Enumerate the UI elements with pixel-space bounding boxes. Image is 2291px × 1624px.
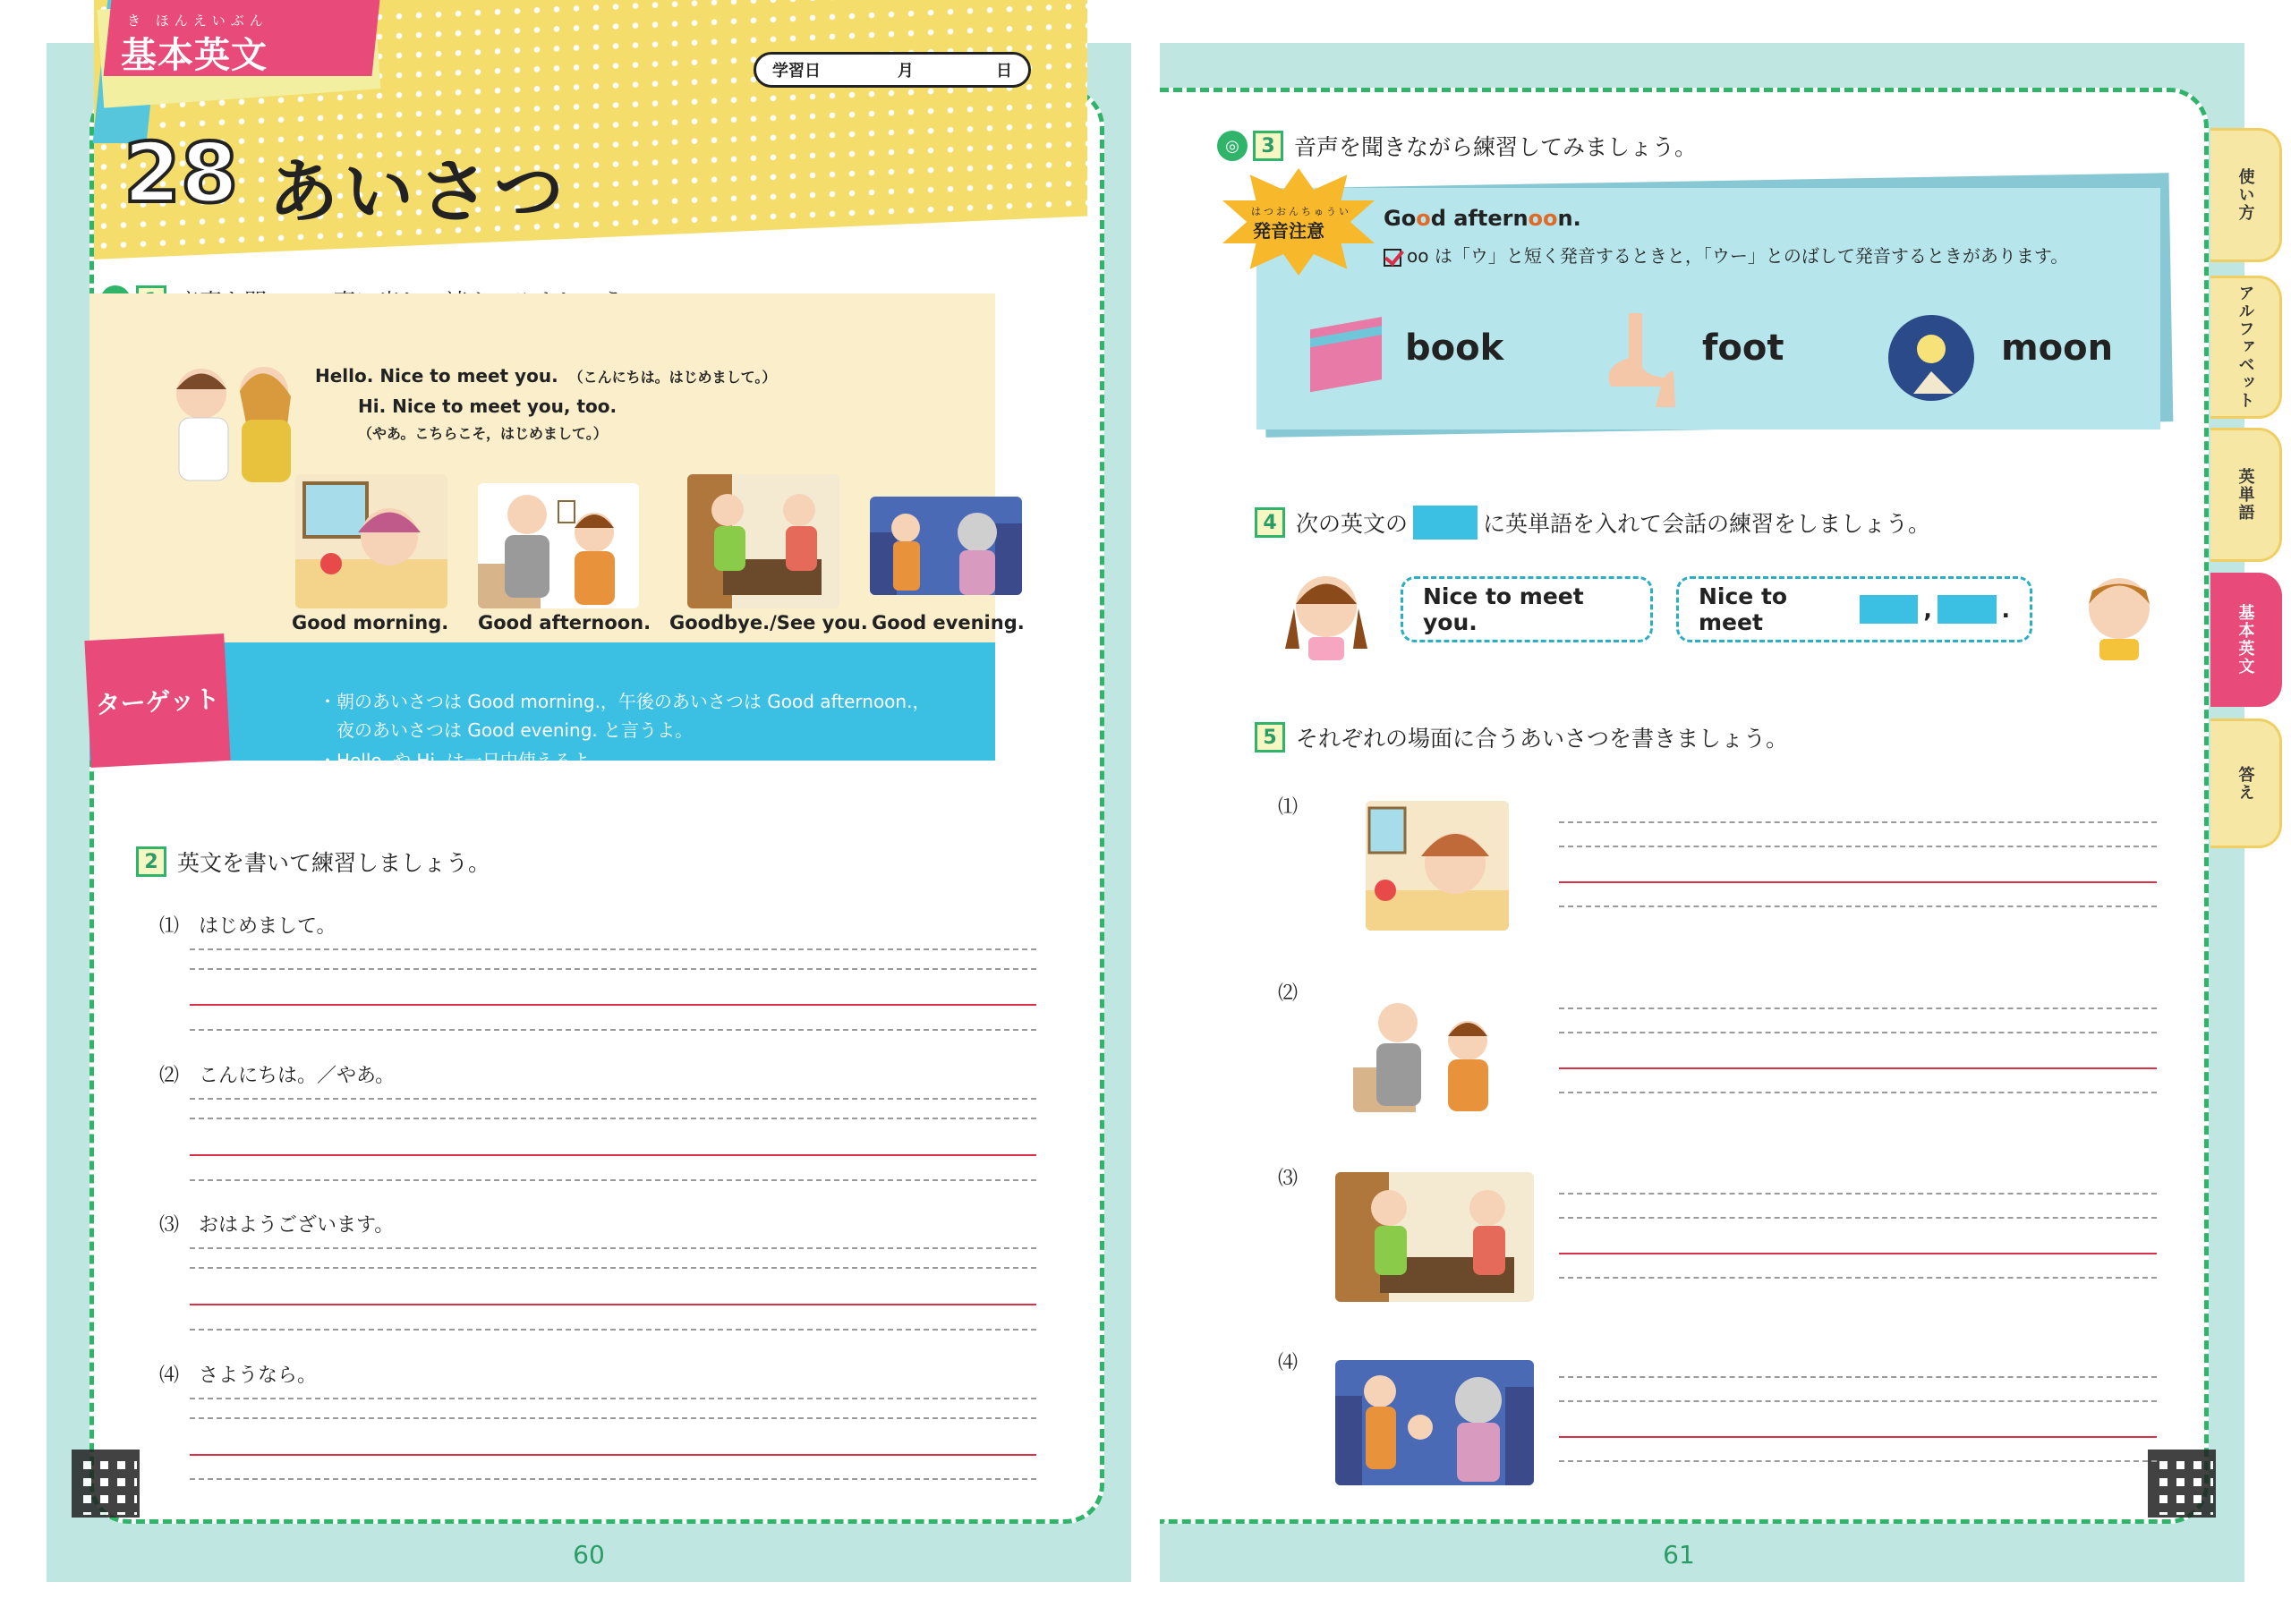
qr-code-icon[interactable]	[72, 1450, 140, 1518]
question-4-heading	[1255, 506, 1930, 540]
pronunciation-example-part: Go	[1384, 206, 1417, 231]
writing-guide-line	[190, 948, 1036, 950]
scene-2-english: Good afternoon.	[478, 612, 652, 633]
writing-baseline[interactable]	[190, 1304, 1036, 1305]
afternoon-scene-thumbnail	[1353, 991, 1510, 1112]
pronunciation-example-part: n.	[1557, 206, 1581, 231]
writing-guide-line	[190, 1478, 1036, 1480]
writing-guide-line	[1559, 1008, 2157, 1009]
pronunciation-badge-ruby: はつおんちゅうい	[1251, 206, 1351, 217]
question-5-heading	[1255, 721, 1788, 753]
speech-bubble-left	[1401, 576, 1653, 642]
question-text: 音声を聞きながら練習してみましょう。	[1294, 134, 1698, 160]
speech-bubble-right	[1676, 576, 2032, 642]
speech-bubble-right-comma: ,	[1923, 596, 1932, 623]
speech-bubble-right-period: .	[2001, 596, 2010, 623]
tab-basic-sentences[interactable]	[2210, 573, 2282, 707]
writing-guide-line	[1559, 821, 2157, 823]
checkbox-icon	[1384, 249, 1401, 267]
target-line-3: ・Hello. や Hi. は一日中使えるよ。	[319, 750, 608, 771]
study-date-label: 学習日	[772, 62, 821, 81]
question-number: 2	[136, 846, 166, 877]
audio-icon[interactable]: ◎	[1217, 131, 1248, 161]
tab-label: アルファベット	[2236, 285, 2255, 410]
target-line-1: ・朝のあいさつは Good morning.，午後のあいさつは Good afternoon.，	[319, 691, 931, 712]
writing-baseline[interactable]	[1559, 1253, 2157, 1254]
writing-baseline[interactable]	[190, 1004, 1036, 1006]
writing-item-2-label: ⑵ こんにちは。／やあ。	[159, 1065, 396, 1087]
tab-vocabulary[interactable]	[2210, 428, 2282, 562]
question-number: 3	[1253, 131, 1283, 161]
morning-scene-illustration	[295, 474, 447, 608]
writing-guide-line	[1559, 1376, 2157, 1378]
writing-baseline[interactable]	[190, 1454, 1036, 1456]
pronunciation-example	[1384, 206, 1581, 231]
question-number: 4	[1255, 507, 1285, 538]
scene-item-2-label: ⑵	[1278, 982, 1299, 1005]
pronunciation-note-text: oo は「ウ」と短く発音するときと，「ウー」とのばして発音するときがあります。	[1407, 245, 2069, 267]
question-text: それぞれの場面に合うあいさつを書きましょう。	[1296, 726, 1789, 752]
study-date-day: 日	[996, 62, 1012, 81]
tab-label: 答え	[2236, 765, 2255, 802]
writing-guide-line	[190, 1118, 1036, 1119]
dialog-line-2-en: Hi. Nice to meet you, too.	[358, 395, 617, 417]
writing-guide-line	[190, 1329, 1036, 1331]
writing-baseline[interactable]	[1559, 1067, 2157, 1069]
writing-baseline[interactable]	[190, 1154, 1036, 1156]
writing-guide-line	[190, 1029, 1036, 1031]
writing-guide-line	[1559, 1460, 2157, 1462]
afternoon-scene-illustration	[478, 483, 639, 608]
question-number: 5	[1255, 722, 1285, 752]
target-tag: ターゲット	[84, 633, 230, 768]
study-date-field[interactable]	[754, 52, 1031, 88]
word-book: book	[1405, 327, 1504, 369]
question-3-heading	[1217, 130, 1697, 162]
writing-guide-line	[1559, 1400, 2157, 1402]
pronunciation-example-part: d aftern	[1430, 206, 1529, 231]
dialog-line-1-jp: （こんにちは。はじめまして。）	[568, 369, 777, 386]
tab-answers[interactable]	[2210, 718, 2282, 848]
writing-guide-line	[190, 1267, 1036, 1269]
tab-label: 英単語	[2236, 468, 2255, 522]
question-text: 英文を書いて練習しましょう。	[177, 850, 491, 876]
page-number: 60	[573, 1540, 605, 1569]
writing-guide-line	[1559, 1217, 2157, 1219]
writing-guide-line	[190, 968, 1036, 970]
section-ruby: き ほんえいぶん	[127, 13, 268, 29]
goodbye-scene-thumbnail	[1335, 1172, 1534, 1302]
tab-how-to-use[interactable]	[2210, 128, 2282, 262]
writing-item-4-label: ⑷ さようなら。	[159, 1365, 318, 1387]
pronunciation-example-highlight: oo	[1528, 206, 1558, 231]
target-line-2: 夜のあいさつは Good evening. と言うよ。	[319, 719, 694, 741]
writing-guide-line	[190, 1398, 1036, 1399]
question-text-part: 次の英文の	[1296, 511, 1409, 537]
writing-guide-line	[1559, 906, 2157, 907]
tab-label: 使い方	[2236, 168, 2255, 222]
writing-baseline[interactable]	[1559, 1436, 2157, 1438]
scene-4-english: Good evening.	[872, 612, 1025, 633]
writing-guide-line	[1559, 846, 2157, 847]
writing-guide-line	[1559, 1032, 2157, 1033]
writing-guide-line	[190, 1247, 1036, 1249]
word-moon: moon	[2001, 327, 2114, 369]
goodbye-scene-illustration	[687, 474, 839, 608]
word-foot: foot	[1702, 327, 1784, 369]
writing-guide-line	[1559, 1277, 2157, 1279]
book-icon	[1301, 313, 1391, 403]
lesson-number: 28	[123, 125, 239, 221]
question-text-part: に英単語を入れて会話の練習をしましょう。	[1483, 511, 1931, 537]
writing-guide-line	[190, 1098, 1036, 1100]
scene-item-4-label: ⑷	[1278, 1352, 1299, 1374]
evening-scene-thumbnail	[1335, 1360, 1534, 1485]
writing-guide-line	[1559, 1193, 2157, 1195]
study-date-month: 月	[897, 62, 914, 81]
foot-icon	[1593, 304, 1691, 412]
left-page	[47, 43, 1131, 1582]
dialog-line-1	[315, 365, 776, 387]
writing-baseline[interactable]	[1559, 881, 2157, 883]
writing-item-1-label: ⑴ はじめまして。	[159, 915, 336, 938]
writing-guide-line	[190, 1417, 1036, 1419]
dialog-line-2-jp: （やあ。こちらこそ，はじめまして。）	[358, 425, 608, 442]
girl-avatar-icon	[1282, 564, 1371, 662]
writing-guide-line	[190, 1179, 1036, 1181]
evening-scene-illustration	[870, 497, 1022, 595]
scene-3-english: Goodbye./See you.	[669, 612, 868, 633]
answer-blank-2[interactable]	[1938, 595, 1997, 624]
tab-label: 基本英文	[2236, 604, 2255, 676]
writing-item-3-label: ⑶ おはようございます。	[159, 1214, 395, 1237]
pronunciation-badge-label: 発音注意	[1253, 220, 1324, 242]
greeting-illustration	[148, 353, 318, 488]
scene-item-1-label: ⑴	[1278, 796, 1299, 819]
speech-bubble-right-text: Nice to meet	[1699, 583, 1788, 635]
qr-code-icon[interactable]	[2148, 1450, 2216, 1518]
morning-scene-thumbnail	[1366, 801, 1509, 931]
lesson-title: あいさつ	[268, 152, 570, 233]
scene-item-3-label: ⑶	[1278, 1168, 1299, 1190]
speech-bubble-left-text: Nice to meet you.	[1423, 583, 1584, 635]
tab-alphabet[interactable]	[2210, 276, 2282, 419]
scene-1-english: Good morning.	[292, 612, 449, 633]
target-line-4: ・人と別れるときは，Goodbye. や See you. と言おう。	[319, 778, 786, 800]
dialog-line-1-en: Hello. Nice to meet you.	[315, 365, 558, 387]
pronunciation-example-highlight: o	[1416, 206, 1431, 231]
boy-avatar-icon	[2074, 564, 2164, 662]
section-label: 基本英文	[121, 35, 268, 76]
blank-box	[1413, 506, 1478, 540]
answer-blank-1[interactable]	[1860, 595, 1919, 624]
page-number: 61	[1663, 1540, 1695, 1569]
question-2-heading	[136, 846, 490, 878]
writing-guide-line	[1559, 1092, 2157, 1093]
pronunciation-note	[1384, 242, 2068, 268]
moon-icon	[1886, 313, 1980, 403]
